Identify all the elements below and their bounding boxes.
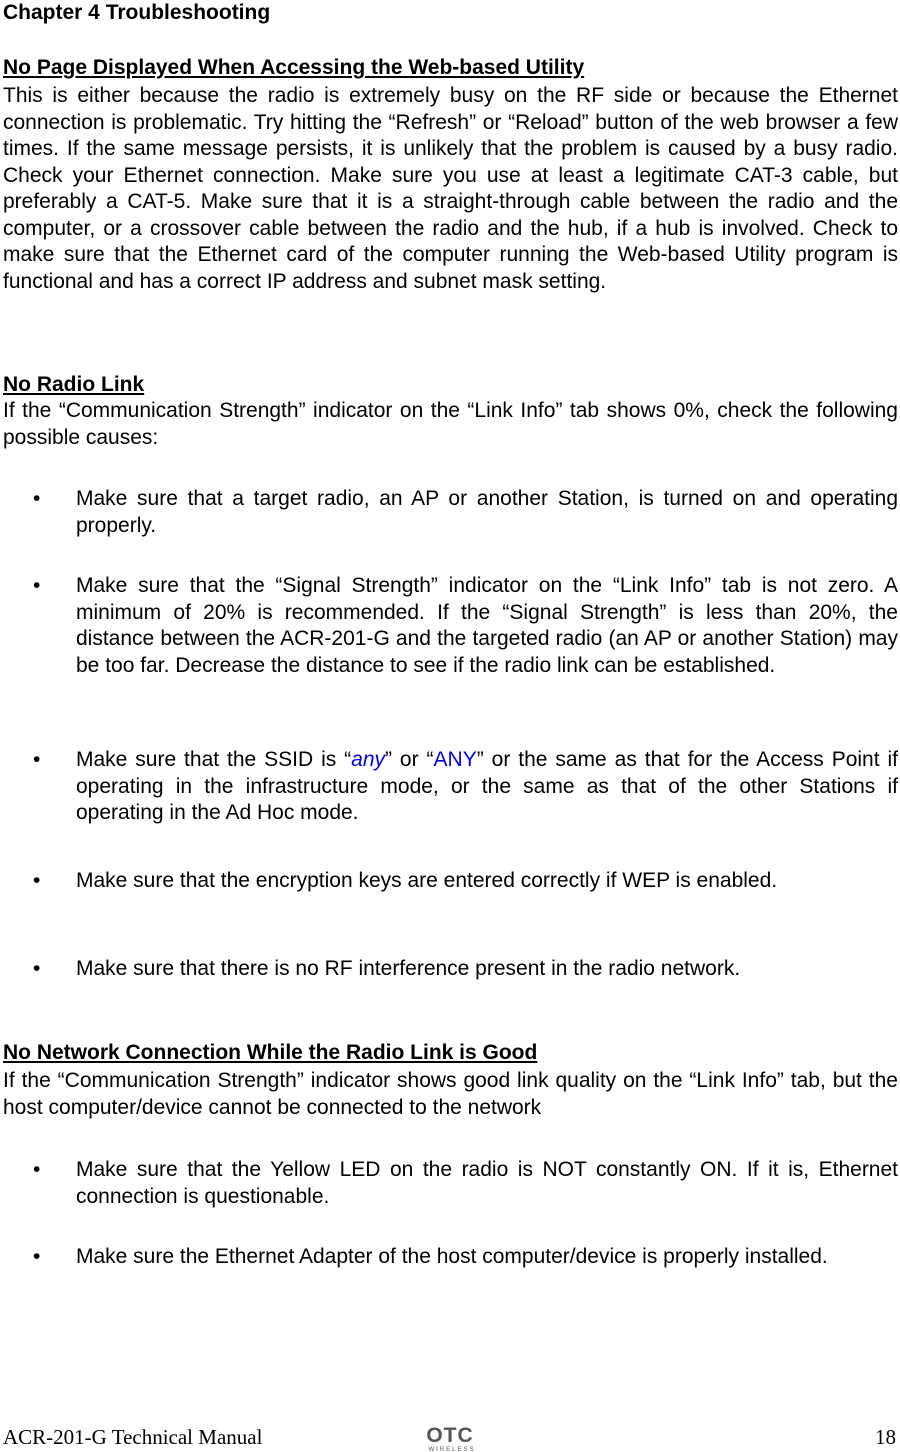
list-item-text xyxy=(76,748,898,824)
section-body-no-page: This is either because the radio is extremely busy on the RF side or because the Ethernet connection is problematic. Try hitting the “Refresh” or “Reload” button of the web browser a few times. If the same message persists, it is unlikely that the problem is caused by a busy radio. Check your Ethernet connection. Make sure you use at least a legitimate CAT-3 cable, but preferably a CAT-5. Make sure that it is a straight-through cable between the radio and the computer, or a crossover cable between the radio and the hub, if a hub is involved. Check to make sure that the Ethernet card of the computer running the Web-based Utility program is functional and has a correct IP address and subnet mask setting. xyxy=(3,84,898,293)
list-item-text: Make sure that the Yellow LED on the radio is NOT constantly ON. If it is, Ethernet connection is questionable. xyxy=(76,1158,898,1208)
section-heading-no-page: No Page Displayed When Accessing the Web-based Utility xyxy=(3,56,585,79)
bullet-icon: • xyxy=(33,1158,41,1181)
bullet-icon: • xyxy=(33,574,41,597)
list-item xyxy=(3,1157,898,1210)
bullet-icon: • xyxy=(33,748,41,771)
section-no-page xyxy=(3,55,898,295)
bullet-icon: • xyxy=(33,869,41,892)
footer-page-number: 18 xyxy=(875,1425,896,1449)
list-item xyxy=(3,486,898,539)
footer-manual-title: ACR-201-G Technical Manual xyxy=(3,1425,263,1449)
list-item xyxy=(3,868,898,895)
ssid-text-suffix: ” or the same as that for the Access Point if operating in the infrastructure mode, or the same as that of the other Stations if operating in the Ad Hoc mode. xyxy=(76,748,898,824)
bullet-icon: • xyxy=(33,487,41,510)
section-no-network xyxy=(3,1040,898,1121)
list-item-text: Make sure that the encryption keys are entered correctly if WEP is enabled. xyxy=(76,869,778,892)
section-heading-no-network: No Network Connection While the Radio Link is Good xyxy=(3,1041,538,1064)
ssid-any-upper: ANY xyxy=(433,748,477,771)
list-item-text: Make sure the Ethernet Adapter of the host computer/device is properly installed. xyxy=(76,1245,828,1268)
ssid-text-middle: ” or “ xyxy=(385,748,434,771)
otc-wireless-logo-icon xyxy=(416,1422,484,1452)
section-no-radio xyxy=(3,372,898,451)
section-body-no-network: If the “Communication Strength” indicator shows good link quality on the “Link Info” tab, but the host computer/device cannot be connected to the network xyxy=(3,1069,898,1119)
list-item xyxy=(3,747,898,827)
list-item xyxy=(3,573,898,679)
ssid-any-lower: any xyxy=(351,748,386,771)
list-item-text: Make sure that the “Signal Strength” indicator on the “Link Info” tab is not zero. A minimum of 20% is recommended. If the “Signal Strength” is less than 20%, the distance between the ACR-201-G and the targeted radio (an AP or another Station) may be too far. Decrease the distance to see if the radio link can be established. xyxy=(76,574,898,677)
bullet-icon: • xyxy=(33,1245,41,1268)
section-heading-no-radio: No Radio Link xyxy=(3,373,145,396)
section-body-no-radio: If the “Communication Strength” indicator on the “Link Info” tab shows 0%, check the following possible causes: xyxy=(3,399,898,449)
chapter-title: Chapter 4 Troubleshooting xyxy=(3,1,271,24)
logo-subtext: WIRELESS xyxy=(428,1447,476,1452)
logo-text: OTC xyxy=(426,1424,474,1447)
list-item-text: Make sure that a target radio, an AP or another Station, is turned on and operating properly. xyxy=(76,487,898,537)
ssid-text-prefix: Make sure that the SSID is “ xyxy=(76,748,352,771)
list-item xyxy=(3,1244,898,1271)
list-item xyxy=(3,956,898,983)
bullet-icon: • xyxy=(33,957,41,980)
list-item-text: Make sure that there is no RF interference present in the radio network. xyxy=(76,957,741,980)
